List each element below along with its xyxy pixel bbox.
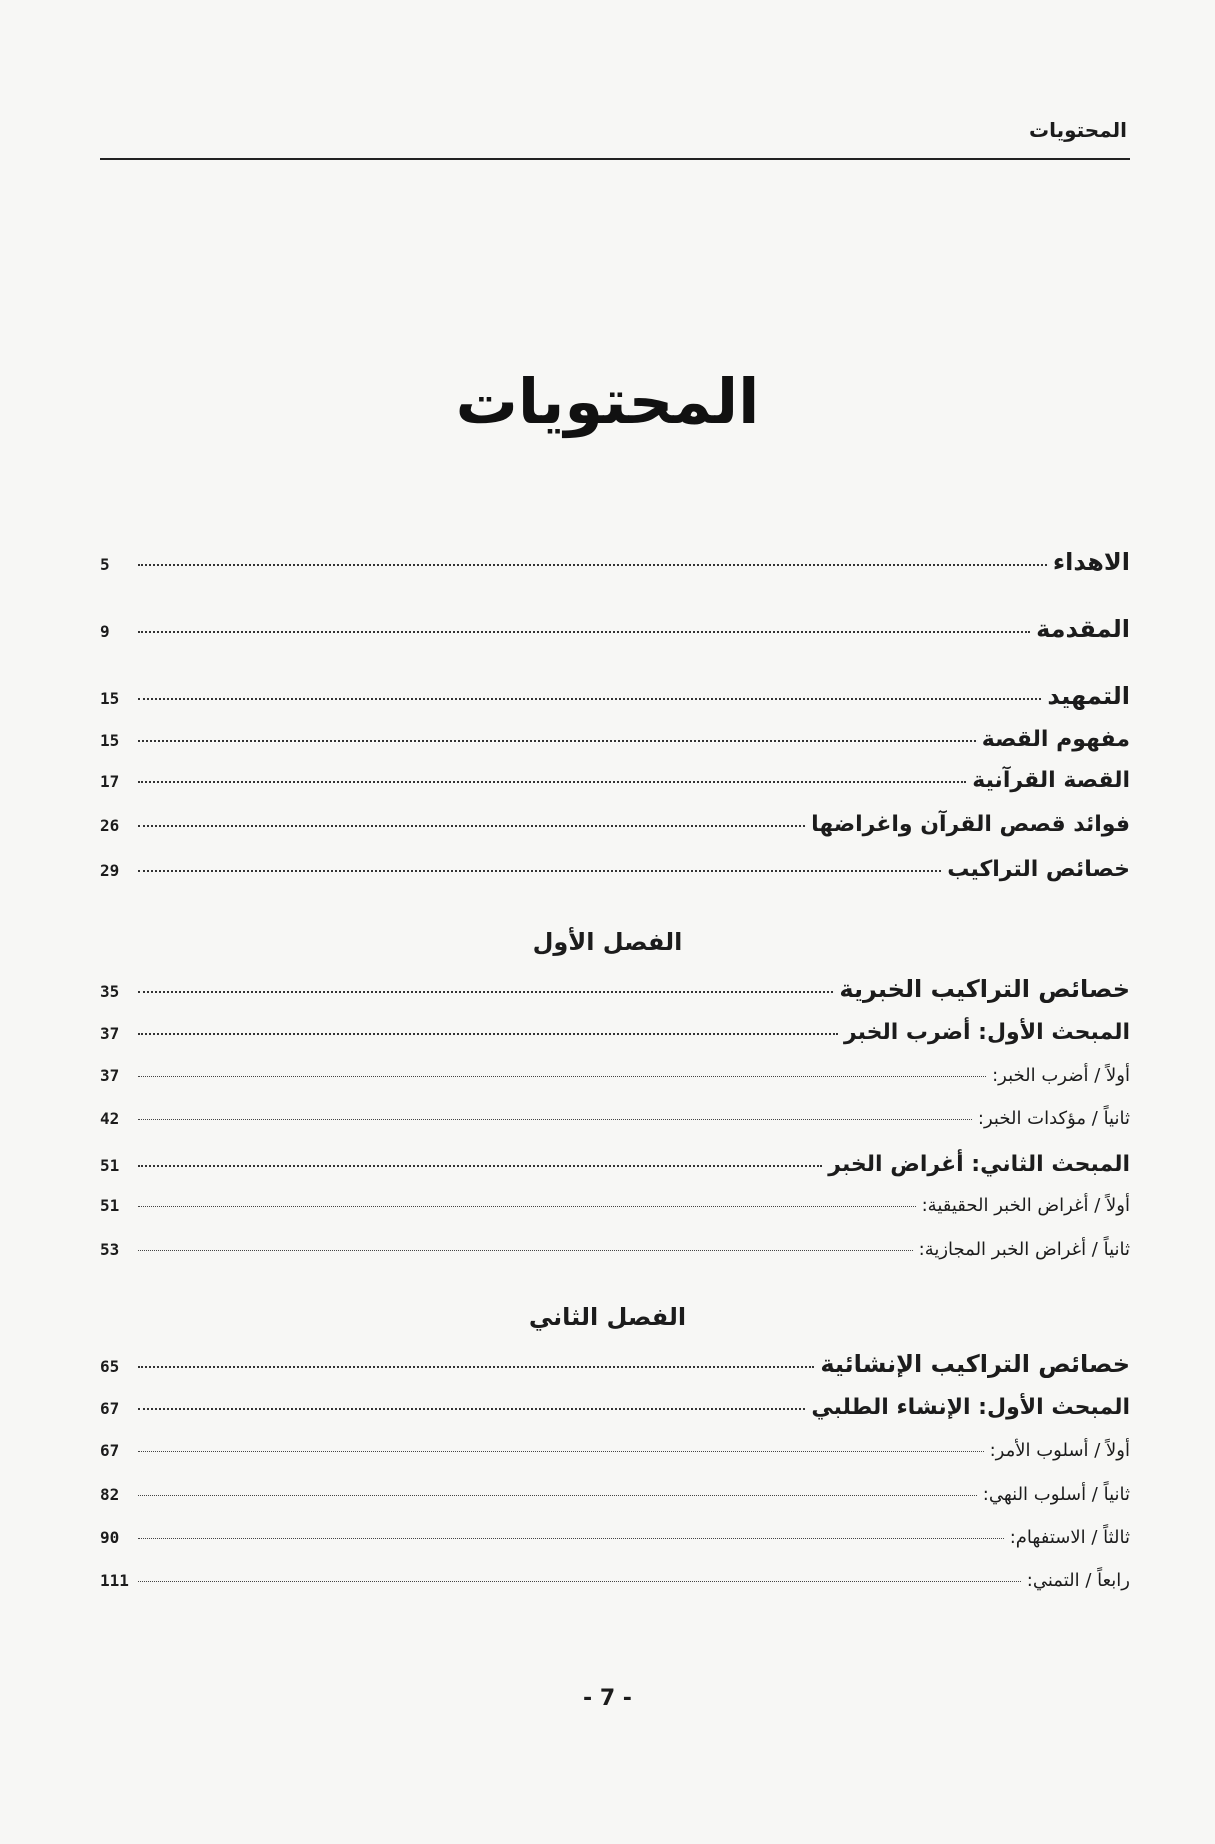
- toc-entry-page: 26: [100, 816, 120, 835]
- toc-entry-page: 90: [100, 1528, 120, 1547]
- toc-entry[interactable]: [100, 975, 1130, 1003]
- toc-entry[interactable]: [100, 1020, 1130, 1045]
- toc-entry-page: 17: [100, 772, 120, 791]
- toc-entry-page: 51: [100, 1156, 120, 1175]
- toc-entry-page: 42: [100, 1109, 120, 1128]
- dot-leader: [138, 825, 805, 827]
- dot-leader: [138, 1581, 1021, 1582]
- toc-entry-page: 65: [100, 1357, 120, 1376]
- toc-entry-label: المبحث الأول: أضرب الخبر: [843, 1020, 1130, 1045]
- toc-entry-label: ثانياً / مؤكدات الخبر:: [977, 1108, 1130, 1129]
- chapter-heading: الفصل الأول: [532, 928, 683, 956]
- dot-leader: [138, 781, 966, 783]
- toc-entry-label: مفهوم القصة: [981, 727, 1130, 752]
- page-title: المحتويات: [455, 365, 760, 438]
- dot-leader: [138, 1366, 814, 1368]
- toc-entry-label: أولاً / أغراض الخبر الحقيقية:: [921, 1195, 1130, 1216]
- toc-entry-page: 82: [100, 1485, 120, 1504]
- toc-entry[interactable]: [100, 1108, 1130, 1129]
- toc-entry-page: 5: [100, 555, 110, 574]
- toc-entry-page: 35: [100, 982, 120, 1001]
- dot-leader: [138, 631, 1030, 633]
- toc-entry[interactable]: [100, 548, 1130, 576]
- toc-entry-page: 53: [100, 1240, 120, 1259]
- dot-leader: [138, 698, 1041, 700]
- toc-entry[interactable]: [100, 1395, 1130, 1420]
- toc-entry[interactable]: [100, 812, 1130, 837]
- toc-entry-label: القصة القرآنية: [972, 768, 1130, 793]
- toc-entry-page: 37: [100, 1066, 120, 1085]
- header-divider: [100, 158, 1130, 160]
- toc-entry-label: خصائص التراكيب: [947, 857, 1130, 882]
- page-number: - 7 -: [583, 1686, 632, 1711]
- dot-leader: [138, 1076, 986, 1077]
- dot-leader: [138, 1538, 1004, 1539]
- toc-entry[interactable]: [100, 615, 1130, 643]
- dot-leader: [138, 1206, 916, 1207]
- dot-leader: [138, 1250, 913, 1251]
- dot-leader: [138, 1033, 838, 1035]
- dot-leader: [138, 1165, 822, 1167]
- toc-entry-label: ثانياً / أغراض الخبر المجازية:: [918, 1239, 1130, 1260]
- toc-entry-page: 15: [100, 689, 120, 708]
- toc-entry-label: رابعاً / التمني:: [1026, 1570, 1130, 1591]
- dot-leader: [138, 740, 976, 742]
- toc-entry[interactable]: [100, 1239, 1130, 1260]
- toc-entry[interactable]: [100, 1152, 1130, 1177]
- toc-entry-page: 29: [100, 861, 120, 880]
- toc-entry[interactable]: [100, 727, 1130, 752]
- dot-leader: [138, 1495, 977, 1496]
- dot-leader: [138, 1119, 972, 1120]
- toc-entry[interactable]: [100, 1065, 1130, 1086]
- toc-entry-page: 67: [100, 1399, 120, 1418]
- toc-entry-label: فوائد قصص القرآن واغراضها: [811, 812, 1130, 837]
- toc-entry-label: ثانياً / أسلوب النهي:: [982, 1484, 1130, 1505]
- chapter-heading: الفصل الثاني: [528, 1303, 687, 1331]
- toc-entry-label: الاهداء: [1052, 548, 1130, 576]
- toc-entry[interactable]: [100, 1440, 1130, 1461]
- toc-entry-page: 51: [100, 1196, 120, 1215]
- toc-entry-label: خصائص التراكيب الإنشائية: [820, 1350, 1130, 1378]
- running-header: المحتويات: [1028, 118, 1127, 142]
- toc-entry-label: التمهيد: [1047, 682, 1130, 710]
- toc-entry[interactable]: [100, 682, 1130, 710]
- toc-entry[interactable]: [100, 1570, 1130, 1591]
- toc-entry-label: أولاً / أضرب الخبر:: [992, 1065, 1130, 1086]
- toc-entry-label: خصائص التراكيب الخبرية: [839, 975, 1130, 1003]
- toc-entry-page: 37: [100, 1024, 120, 1043]
- toc-entry-label: المبحث الثاني: أغراض الخبر: [828, 1152, 1130, 1177]
- toc-entry-page: 9: [100, 622, 110, 641]
- toc-entry-page: 15: [100, 731, 120, 750]
- toc-entry[interactable]: [100, 1350, 1130, 1378]
- toc-entry-label: المقدمة: [1036, 615, 1130, 643]
- toc-entry[interactable]: [100, 1195, 1130, 1216]
- toc-entry-label: المبحث الأول: الإنشاء الطلبي: [811, 1395, 1130, 1420]
- dot-leader: [138, 870, 941, 872]
- toc-entry-page: 111: [100, 1571, 129, 1590]
- dot-leader: [138, 991, 833, 993]
- dot-leader: [138, 564, 1047, 566]
- toc-entry-label: أولاً / أسلوب الأمر:: [989, 1440, 1130, 1461]
- toc-entry-label: ثالثاً / الاستفهام:: [1009, 1527, 1130, 1548]
- dot-leader: [138, 1408, 805, 1410]
- toc-entry-page: 67: [100, 1441, 120, 1460]
- toc-entry[interactable]: [100, 857, 1130, 882]
- toc-entry[interactable]: [100, 1527, 1130, 1548]
- toc-entry[interactable]: [100, 768, 1130, 793]
- toc-entry[interactable]: [100, 1484, 1130, 1505]
- dot-leader: [138, 1451, 984, 1452]
